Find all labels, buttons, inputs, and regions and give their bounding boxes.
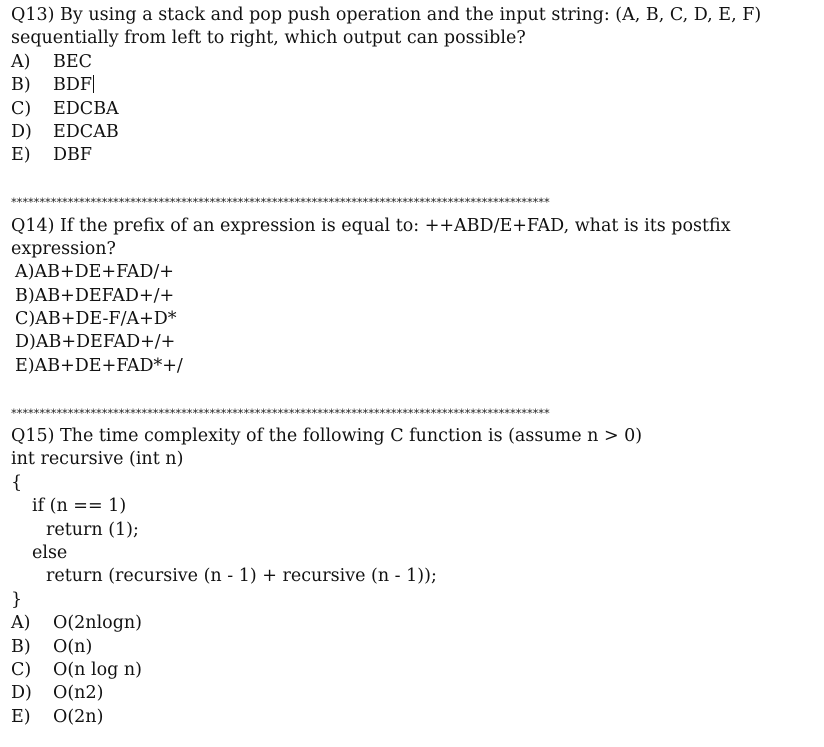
code-line-return-base: return (1); — [46, 519, 139, 540]
option-text: BDF — [53, 75, 93, 96]
question-15-option-c — [11, 659, 811, 682]
option-text: EDCAB — [53, 121, 119, 142]
code-line-close-brace: } — [11, 589, 23, 610]
question-15-option-b — [11, 636, 811, 659]
separator-line-2: *********************************************************************************************** — [11, 405, 550, 420]
question-14-text-line-1: Q14) If the prefix of an expression is equal to: ++ABD/E+FAD, what is its postfix — [11, 215, 731, 236]
option-letter: D) — [11, 683, 32, 704]
option-text: O(2nlogn) — [53, 613, 143, 634]
question-15-option-e — [11, 706, 811, 729]
question-14-option-b: B)AB+DEFAD+/+ — [15, 285, 175, 306]
option-text: O(n2) — [53, 683, 104, 704]
option-letter: B) — [11, 636, 31, 657]
document-body — [11, 4, 811, 729]
option-text: O(n) — [53, 636, 93, 657]
code-line-return-recursive: return (recursive (n - 1) + recursive (n - 1)); — [46, 566, 437, 587]
question-14-option-e: E)AB+DE+FAD*+/ — [15, 355, 183, 376]
option-letter: A) — [11, 613, 31, 634]
question-13-option-e — [11, 144, 811, 167]
separator-line-1: *********************************************************************************************** — [11, 195, 550, 210]
option-text: DBF — [53, 145, 93, 166]
blank-line — [11, 378, 811, 401]
code-line-open-brace: { — [11, 472, 23, 493]
question-13-option-b — [11, 74, 811, 97]
question-13-option-c — [11, 98, 811, 121]
option-letter: E) — [11, 706, 31, 727]
question-15-option-d — [11, 682, 811, 705]
option-letter: D) — [11, 121, 32, 142]
option-letter: A) — [11, 51, 31, 72]
question-15-option-a — [11, 612, 811, 635]
option-text: BEC — [53, 51, 93, 72]
text-cursor — [93, 75, 94, 93]
question-13-text-line-2: sequentially from left to right, which output can possible? — [11, 28, 526, 49]
question-15-text-line-1: Q15) The time complexity of the following C function is (assume n > 0) — [11, 426, 643, 447]
question-14-option-a: A)AB+DE+FAD/+ — [15, 262, 174, 283]
option-letter: C) — [11, 98, 32, 119]
code-line-signature: int recursive (int n) — [11, 449, 184, 470]
option-text: O(2n) — [53, 706, 104, 727]
question-13-option-d — [11, 121, 811, 144]
code-line-else: else — [32, 542, 68, 563]
option-letter: B) — [11, 75, 31, 96]
option-text: O(n log n) — [53, 659, 143, 680]
question-13 — [11, 4, 811, 168]
question-13-text-line-1: Q13) By using a stack and pop push operation and the input string: (A, B, C, D, E, F) — [11, 5, 762, 25]
blank-line — [11, 168, 811, 191]
question-14-option-d: D)AB+DEFAD+/+ — [15, 332, 176, 353]
question-14 — [11, 215, 811, 379]
option-letter: E) — [11, 145, 31, 166]
code-line-if: if (n == 1) — [32, 496, 127, 517]
question-14-option-c: C)AB+DE-F/A+D* — [15, 309, 177, 330]
option-letter: C) — [11, 659, 32, 680]
question-15 — [11, 425, 811, 729]
question-13-option-a — [11, 51, 811, 74]
question-14-text-line-2: expression? — [11, 238, 116, 259]
option-text: EDCBA — [53, 98, 119, 119]
